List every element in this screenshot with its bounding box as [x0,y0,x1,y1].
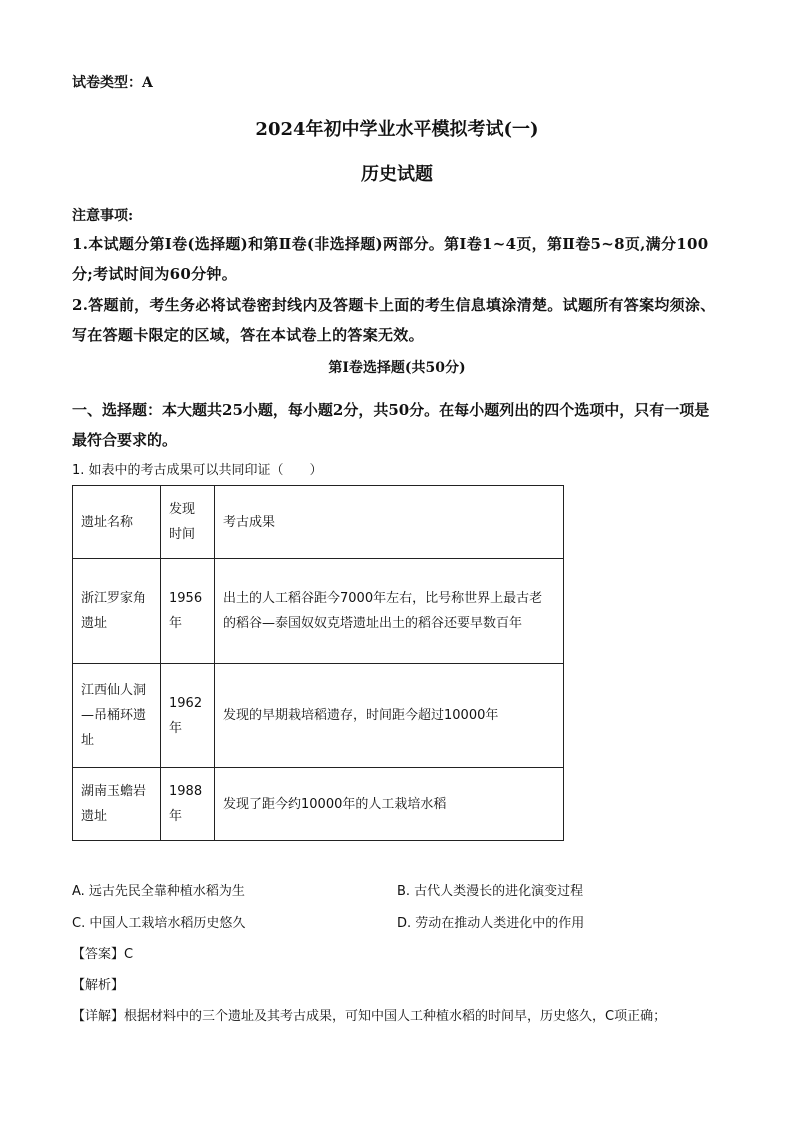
note-item-1: 1.本试题分第Ⅰ卷(选择题)和第Ⅱ卷(非选择题)两部分。第Ⅰ卷1~4页，第Ⅱ卷5~8页,满分100分;考试时间为60分钟。 [72,235,709,283]
table-header-cell: 发现时间 [161,486,215,559]
table-header-cell: 考古成果 [215,486,564,559]
option-c: C. 中国人工栽培水稻历史悠久 [72,916,246,931]
archaeology-table [72,485,564,841]
question-text: 1. 如表中的考古成果可以共同印证（ ） [72,463,323,478]
answer-line: 【答案】C [72,947,134,962]
table-cell: 江西仙人洞—吊桶环遗址 [73,664,161,768]
table-header-cell: 遗址名称 [73,486,161,559]
table-row [73,768,564,841]
table-cell: 1962年 [161,664,215,768]
table-cell: 发现了距今约10000年的人工栽培水稻 [215,768,564,841]
table-row [73,664,564,768]
table-cell: 1988年 [161,768,215,841]
detail-explanation: 【详解】根据材料中的三个遗址及其考古成果，可知中国人工种植水稻的时间早，历史悠久，C项正确； [72,1009,667,1024]
note-item-2: 2.答题前，考生务必将试卷密封线内及答题卡上面的考生信息填涂清楚。试题所有答案均须涂、写在答题卡限定的区域，答在本试卷上的答案无效。 [72,296,716,344]
table-row [73,559,564,664]
notes-heading: 注意事项: [72,208,134,224]
paper-type-label: 试卷类型：A [72,75,153,91]
table-cell: 发现的早期栽培稻遗存，时间距今超过10000年 [215,664,564,768]
section-title: 第Ⅰ卷选择题(共50分) [328,360,466,376]
option-a: A. 远古先民全靠种植水稻为生 [72,884,245,899]
part-heading: 一、选择题：本大题共25小题，每小题2分，共50分。在每小题列出的四个选项中，只有一项是最符合要求的。 [72,401,710,449]
table-header-row [73,486,564,559]
option-d: D. 劳动在推动人类进化中的作用 [397,916,585,931]
table-cell: 1956年 [161,559,215,664]
analysis-label: 【解析】 [72,978,125,993]
option-b: B. 古代人类漫长的进化演变过程 [397,884,584,899]
exam-title: 2024年初中学业水平模拟考试(一) [255,119,539,140]
table-cell: 湖南玉蟾岩遗址 [73,768,161,841]
exam-subtitle: 历史试题 [361,164,433,185]
table-cell: 浙江罗家角遗址 [73,559,161,664]
table-cell: 出土的人工稻谷距今7000年左右，比号称世界上最古老的稻谷—泰国奴奴克塔遗址出土的稻谷还要早数百年 [215,559,564,664]
